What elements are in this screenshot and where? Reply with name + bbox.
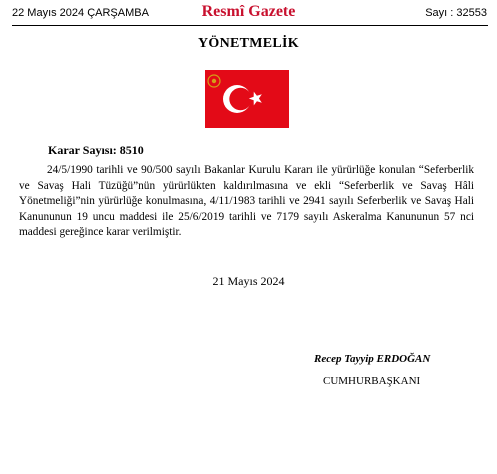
section-heading: YÖNETMELİK bbox=[197, 36, 299, 51]
issue-number: Sayı : 32553 bbox=[425, 7, 487, 19]
turkish-flag-image bbox=[205, 70, 289, 128]
signatory-name: Recep Tayyip ERDOĞAN bbox=[314, 353, 431, 365]
issue-date: 22 Mayıs 2024 ÇARŞAMBA bbox=[12, 7, 149, 19]
header-divider bbox=[12, 25, 488, 26]
decision-number: Karar Sayısı: 8510 bbox=[48, 143, 144, 157]
decision-body bbox=[19, 163, 474, 241]
gazette-header bbox=[0, 0, 497, 26]
flag-seal-dot bbox=[212, 79, 216, 83]
decision-date: 21 Mayıs 2024 bbox=[212, 274, 285, 288]
crescent-inner bbox=[229, 88, 251, 110]
signatory-title: CUMHURBAŞKANI bbox=[323, 375, 421, 387]
gazette-title: Resmî Gazete bbox=[201, 3, 296, 20]
body-paragraph: 24/5/1990 tarihli ve 90/500 sayılı Bakanlar Kurulu Kararı ile yürürlüğe konulan “Seferberlik ve Savaş Hali Tüzüğü”nün yürürlükten kaldırılmasına ve ekli “Seferberlik ve Savaş Hâli Yönetmeliği”nin yürürlüğe konulmasına, 4/11/1983 tarihli ve 2941 sayılı Seferberlik ve Savaş Hali Kanununun 19 uncu maddesi ile 25/6/2019 tarihli ve 7179 sayılı Askeralma Kanununun 57 nci maddesi gereğince karar verilmiştir. bbox=[19, 164, 474, 239]
